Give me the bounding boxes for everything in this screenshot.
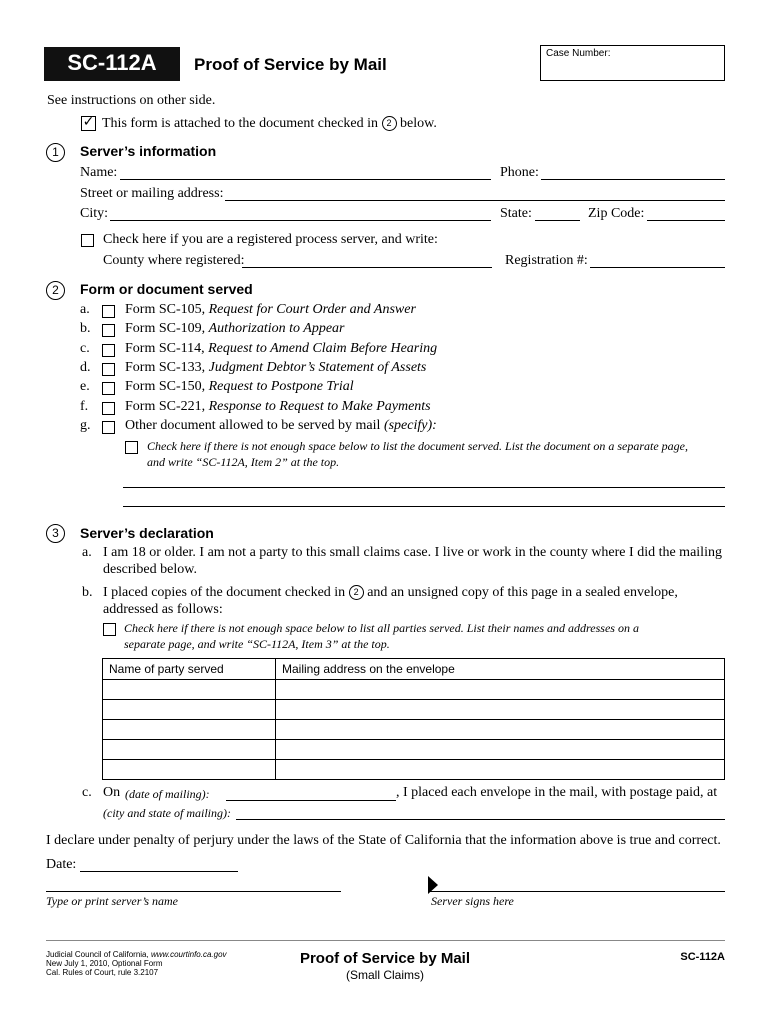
- list-item: a. Form SC-105, Request for Court Order and Answer: [80, 302, 416, 317]
- document-space-note-2: and write “SC-112A, Item 2” at the top.: [147, 455, 340, 469]
- form-sc150-checkbox[interactable]: [102, 382, 115, 395]
- declaration-b-line1: I placed copies of the document checked in 2 and an unsigned copy of this page in a sealed envelope,: [103, 585, 678, 600]
- phone-field[interactable]: [541, 179, 725, 180]
- signature-field[interactable]: [430, 891, 725, 892]
- form-sc221-checkbox[interactable]: [102, 402, 115, 415]
- date-field[interactable]: [80, 871, 238, 872]
- declaration-a-line2: described below.: [103, 562, 197, 577]
- county-label: County where registered:: [103, 253, 245, 268]
- registration-label: Registration #:: [505, 253, 588, 268]
- mailing-city-field[interactable]: [236, 819, 725, 820]
- table-header-row: [103, 659, 725, 680]
- footer-source-line2: New July 1, 2010, Optional Form: [46, 959, 163, 968]
- party-name-cell[interactable]: [103, 680, 276, 700]
- table-row: [103, 700, 725, 720]
- parties-space-note-2: separate page, and write “SC-112A, Item 3” at the top.: [124, 637, 390, 651]
- item-2-ref-icon: 2: [349, 585, 364, 600]
- checkmark-icon: ✓: [82, 114, 95, 130]
- form-sc109-checkbox[interactable]: [102, 324, 115, 337]
- column-header-address: Mailing address on the envelope: [276, 659, 725, 680]
- party-name-cell[interactable]: [103, 700, 276, 720]
- party-address-cell[interactable]: [276, 680, 725, 700]
- declaration-a-letter: a.: [82, 545, 92, 560]
- parties-space-note-1: Check here if there is not enough space below to list all parties served. List their names and addresses on a: [124, 621, 639, 635]
- mailing-date-field[interactable]: [226, 800, 396, 801]
- signature-caption: Server signs here: [431, 894, 514, 908]
- footer-source-line1: Judicial Council of California, www.courtinfo.ca.gov: [46, 950, 227, 959]
- form-sc133-checkbox[interactable]: [102, 363, 115, 376]
- document-space-note-1: Check here if there is not enough space below to list the document served. List the document on a separate page,: [147, 439, 689, 453]
- party-address-cell[interactable]: [276, 720, 725, 740]
- section-3-number: 3: [46, 524, 65, 543]
- registered-server-text: Check here if you are a registered process server, and write:: [103, 232, 438, 247]
- table-row: [103, 680, 725, 700]
- section-1-number: 1: [46, 143, 65, 162]
- parties-space-checkbox[interactable]: [103, 623, 116, 636]
- party-name-cell[interactable]: [103, 740, 276, 760]
- document-space-checkbox[interactable]: [125, 441, 138, 454]
- list-item: c. Form SC-114, Request to Amend Claim Before Hearing: [80, 341, 438, 356]
- declaration-c-letter: c.: [82, 785, 92, 800]
- footer-subtitle: (Small Claims): [346, 968, 424, 982]
- party-address-cell[interactable]: [276, 760, 725, 780]
- other-document-line-1[interactable]: [123, 487, 725, 488]
- form-code: SC-112A: [67, 50, 157, 75]
- footer-form-code: SC-112A: [680, 951, 725, 963]
- attached-text: This form is attached to the document checked in 2 below.: [102, 116, 437, 131]
- form-sc105-checkbox[interactable]: [102, 305, 115, 318]
- list-item: d. Form SC-133, Judgment Debtor’s Statement of Assets: [80, 360, 427, 375]
- form-sc114-checkbox[interactable]: [102, 344, 115, 357]
- state-label: State:: [500, 206, 532, 221]
- parties-table: [102, 658, 725, 780]
- item-2-ref-icon: 2: [382, 116, 397, 131]
- server-name-caption: Type or print server’s name: [46, 894, 178, 908]
- server-name-field[interactable]: [46, 891, 341, 892]
- other-document-checkbox[interactable]: [102, 421, 115, 434]
- attached-checkbox[interactable]: [81, 116, 96, 131]
- street-label: Street or mailing address:: [80, 186, 224, 201]
- registration-field[interactable]: [590, 267, 725, 268]
- mailing-date-label: (date of mailing):: [125, 787, 210, 801]
- table-row: [103, 740, 725, 760]
- column-header-name: Name of party served: [103, 659, 276, 680]
- section-2-number: 2: [46, 281, 65, 300]
- section-1-title: Server’s information: [80, 143, 217, 159]
- list-item: g. Other document allowed to be served by mail (specify):: [80, 418, 437, 433]
- footer-title: Proof of Service by Mail: [299, 950, 471, 967]
- name-field[interactable]: [120, 179, 491, 180]
- state-field[interactable]: [535, 220, 580, 221]
- table-row: [103, 720, 725, 740]
- county-field[interactable]: [242, 267, 492, 268]
- section-2-title: Form or document served: [80, 281, 253, 297]
- case-number-label: Case Number:: [546, 48, 611, 59]
- registered-server-checkbox[interactable]: [81, 234, 94, 247]
- page-title: Proof of Service by Mail: [194, 55, 387, 74]
- city-field[interactable]: [110, 220, 491, 221]
- other-document-line-2[interactable]: [123, 506, 725, 507]
- section-3-title: Server’s declaration: [80, 525, 214, 541]
- party-address-cell[interactable]: [276, 700, 725, 720]
- table-row: [103, 760, 725, 780]
- mailing-city-label: (city and state of mailing):: [103, 806, 231, 820]
- party-address-cell[interactable]: [276, 740, 725, 760]
- list-item: b. Form SC-109, Authorization to Appear: [80, 321, 345, 336]
- see-instructions: See instructions on other side.: [47, 93, 216, 108]
- date-label: Date:: [46, 857, 77, 872]
- name-label: Name:: [80, 165, 118, 180]
- party-name-cell[interactable]: [103, 720, 276, 740]
- declaration-b-line2: addressed as follows:: [103, 602, 223, 617]
- zip-field[interactable]: [647, 220, 725, 221]
- list-item: f. Form SC-221, Response to Request to Make Payments: [80, 399, 431, 414]
- declaration-c-on: On: [103, 785, 121, 800]
- zip-label: Zip Code:: [588, 206, 645, 221]
- street-field[interactable]: [225, 200, 725, 201]
- city-label: City:: [80, 206, 109, 221]
- list-item: e. Form SC-150, Request to Postpone Trial: [80, 379, 354, 394]
- perjury-statement: I declare under penalty of perjury under the laws of the State of California that the information above is true and correct.: [46, 833, 721, 848]
- declaration-b-letter: b.: [82, 585, 93, 600]
- declaration-a-line1: I am 18 or older. I am not a party to this small claims case. I live or work in the county where I did the mailing: [103, 545, 722, 560]
- declaration-c-after: , I placed each envelope in the mail, with postage paid, at: [396, 785, 718, 800]
- footer-source-line3: Cal. Rules of Court, rule 3.2107: [46, 968, 159, 977]
- footer-divider: [46, 940, 725, 941]
- phone-label: Phone:: [500, 165, 539, 180]
- party-name-cell[interactable]: [103, 760, 276, 780]
